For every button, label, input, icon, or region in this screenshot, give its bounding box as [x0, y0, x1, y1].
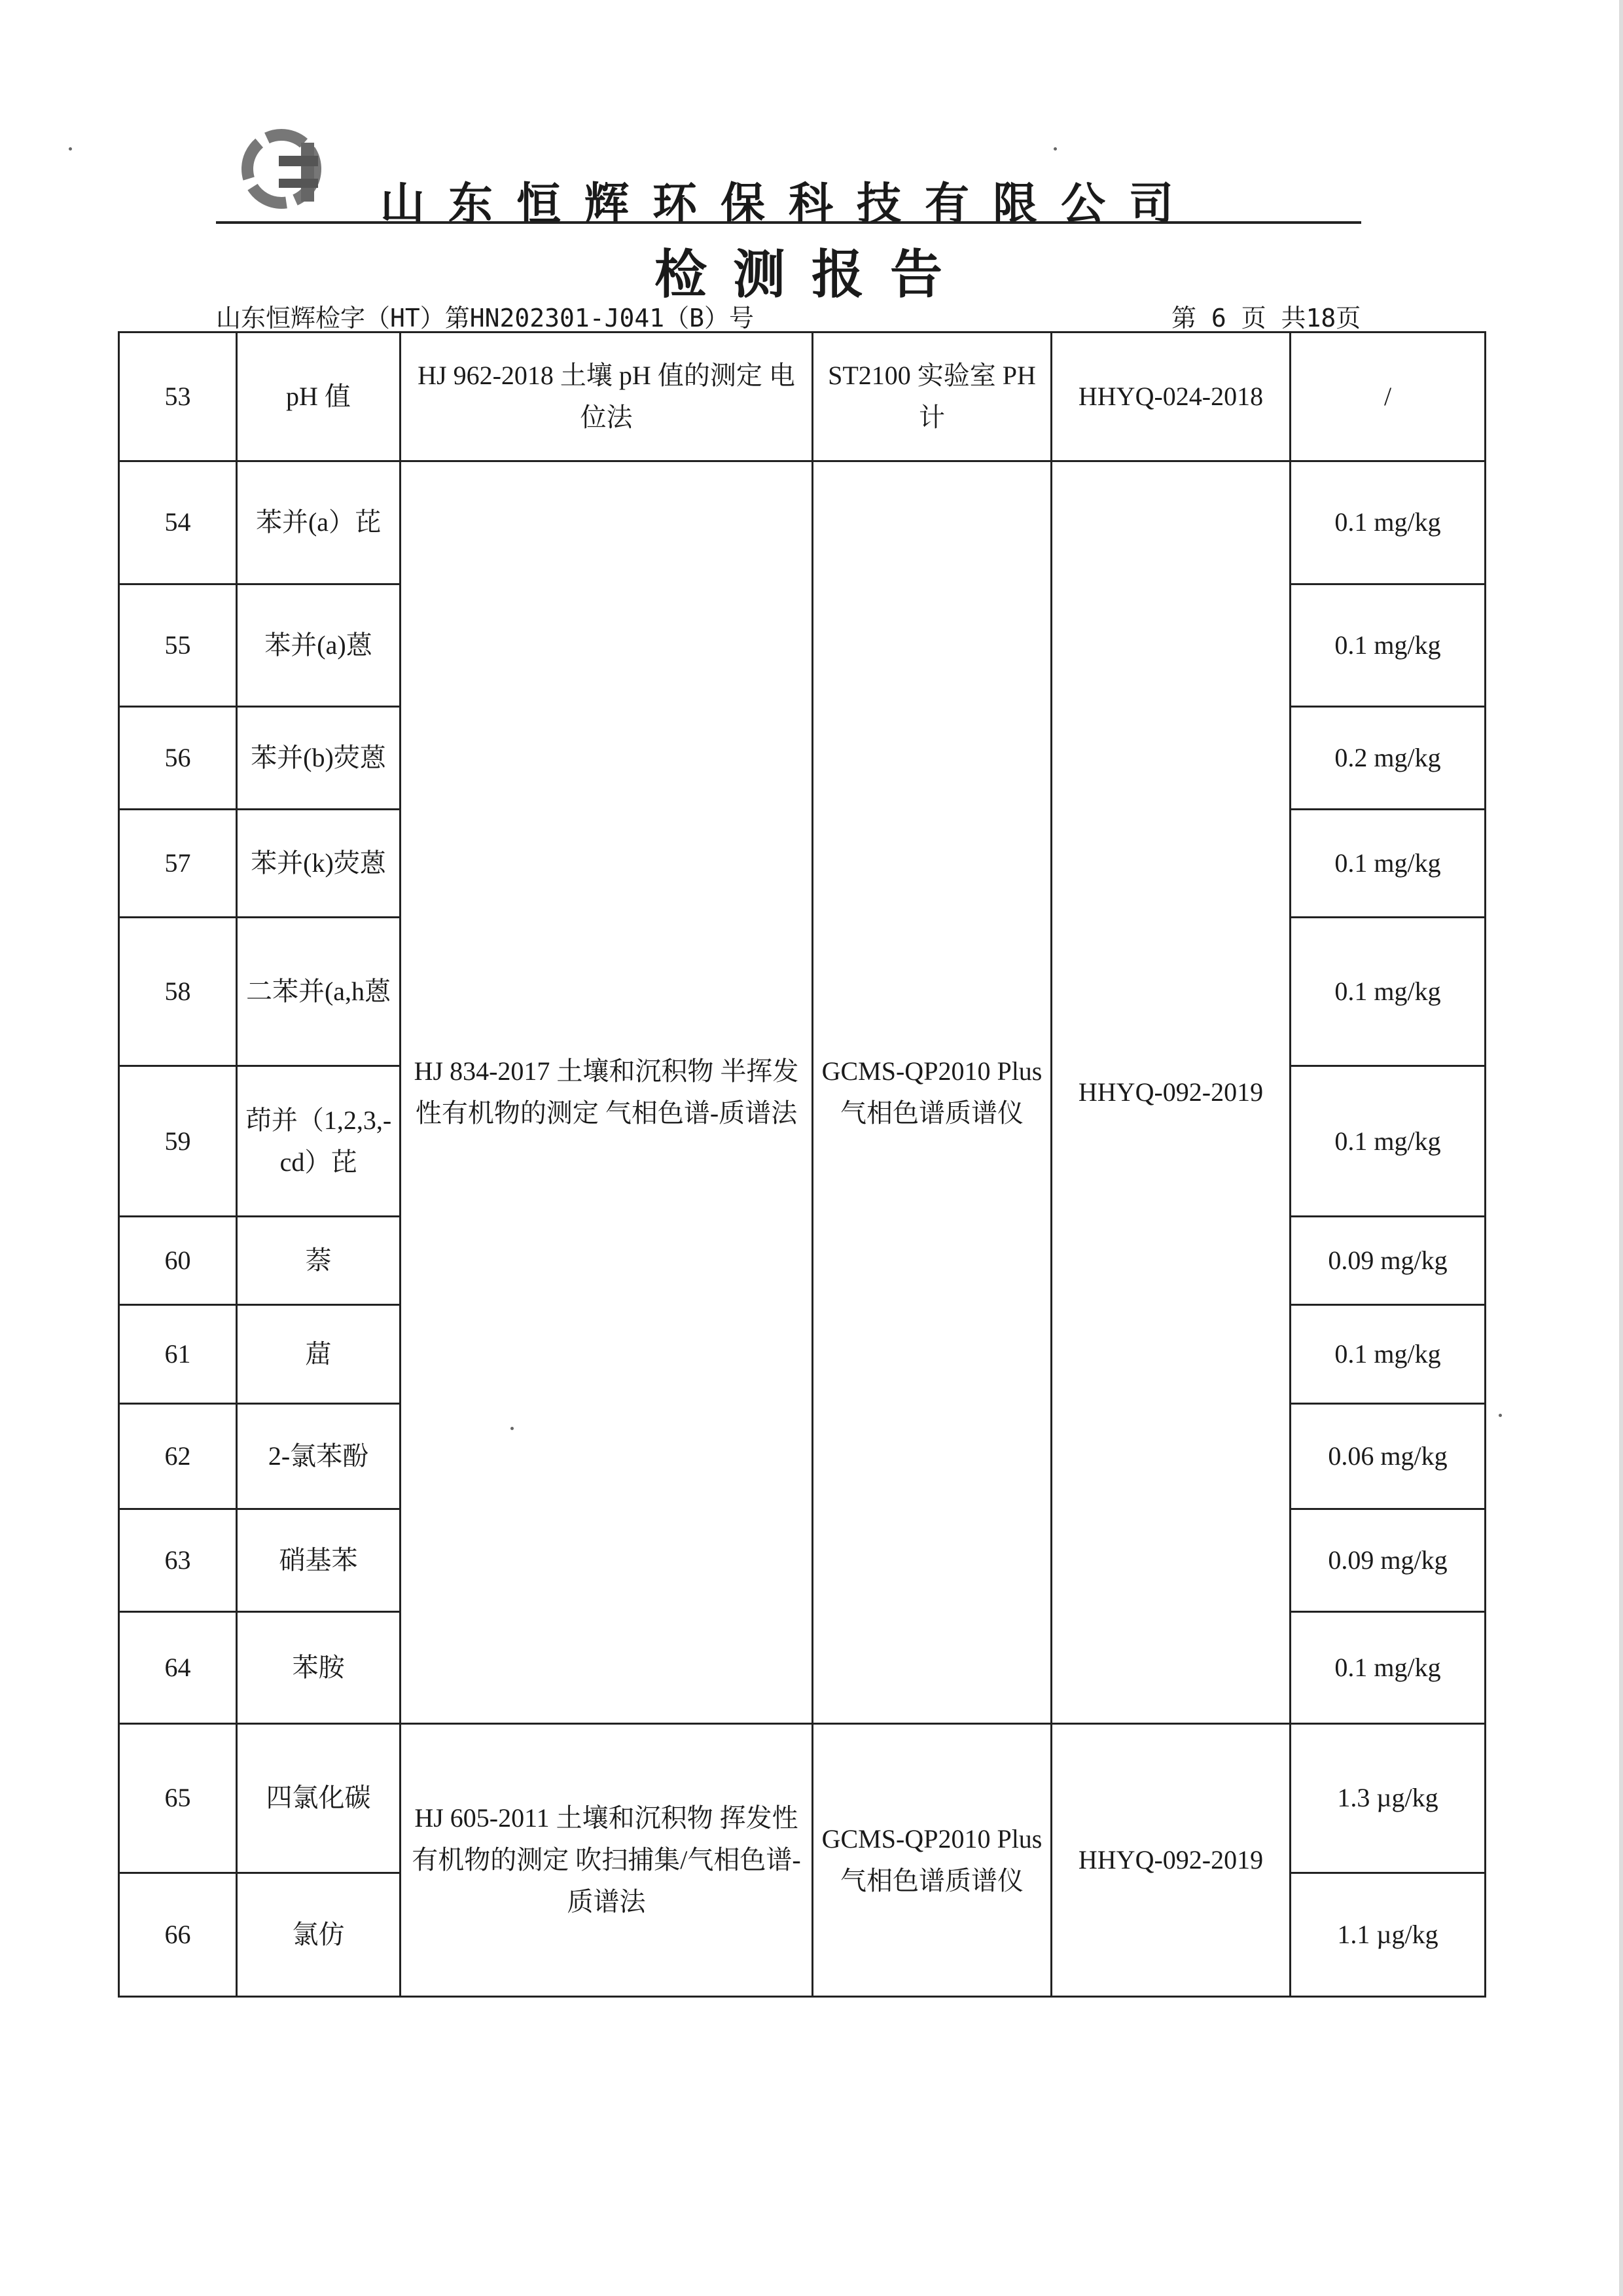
row-number: 66: [119, 1873, 237, 1996]
instrument: GCMS-QP2010 Plus 气相色谱质谱仪: [813, 1724, 1052, 1997]
instrument-id: HHYQ-092-2019: [1052, 461, 1291, 1724]
test-item: 苯并(k)荧蒽: [237, 809, 401, 917]
test-item: 二苯并(a,h蒽: [237, 917, 401, 1066]
test-item: 氯仿: [237, 1873, 401, 1996]
test-item: 苯并(a)蒽: [237, 584, 401, 706]
detection-limit: 0.1 mg/kg: [1291, 461, 1486, 584]
row-number: 64: [119, 1612, 237, 1724]
scan-speck: [1054, 147, 1057, 151]
detection-limit: 0.09 mg/kg: [1291, 1217, 1486, 1305]
test-item: 硝基苯: [237, 1509, 401, 1611]
test-item: 萘: [237, 1217, 401, 1305]
test-item: 四氯化碳: [237, 1724, 401, 1873]
page-number: 第 6 页 共18页: [1171, 304, 1361, 332]
scan-edge: [1619, 0, 1623, 2296]
detection-limit: 0.1 mg/kg: [1291, 584, 1486, 706]
detection-limit: 0.1 mg/kg: [1291, 809, 1486, 917]
row-number: 58: [119, 917, 237, 1066]
test-item: 苯并(b)荧蒽: [237, 706, 401, 809]
row-number: 53: [119, 332, 237, 461]
header-rule: [216, 221, 1361, 224]
detection-limit: 0.09 mg/kg: [1291, 1509, 1486, 1611]
row-number: 61: [119, 1304, 237, 1403]
table-row: [119, 332, 1486, 461]
row-number: 54: [119, 461, 237, 584]
test-item: 䓛: [237, 1304, 401, 1403]
test-item: 苯胺: [237, 1612, 401, 1724]
test-item: 苯并(a）芘: [237, 461, 401, 584]
detection-limit: 1.1 µg/kg: [1291, 1873, 1486, 1996]
detection-limit: 0.2 mg/kg: [1291, 706, 1486, 809]
row-number: 65: [119, 1724, 237, 1873]
test-method: HJ 834-2017 土壤和沉积物 半挥发性有机物的测定 气相色谱-质谱法: [401, 461, 813, 1724]
table-row: [119, 461, 1486, 584]
detection-limit: 1.3 µg/kg: [1291, 1724, 1486, 1873]
instrument-id: HHYQ-024-2018: [1052, 332, 1291, 461]
report-title: 检测报告: [654, 244, 969, 305]
scan-speck: [510, 1427, 514, 1430]
row-number: 55: [119, 584, 237, 706]
table-row: [119, 1724, 1486, 1873]
test-method: HJ 605-2011 土壤和沉积物 挥发性有机物的测定 吹扫捕集/气相色谱-质谱法: [401, 1724, 813, 1997]
test-item: 2-氯苯酚: [237, 1403, 401, 1509]
detection-limit: 0.1 mg/kg: [1291, 1066, 1486, 1217]
detection-limit: 0.06 mg/kg: [1291, 1403, 1486, 1509]
row-number: 56: [119, 706, 237, 809]
instrument-id: HHYQ-092-2019: [1052, 1724, 1291, 1997]
row-number: 63: [119, 1509, 237, 1611]
row-number: 57: [119, 809, 237, 917]
company-name: 山东恒辉环保科技有限公司: [380, 179, 1197, 230]
test-item: pH 值: [237, 332, 401, 461]
row-number: 62: [119, 1403, 237, 1509]
report-number: 山东恒辉检字（HT）第HN202301-J041（B）号: [216, 304, 755, 332]
test-method: HJ 962-2018 土壤 pH 值的测定 电位法: [401, 332, 813, 461]
detection-limit: 0.1 mg/kg: [1291, 1304, 1486, 1403]
row-number: 59: [119, 1066, 237, 1217]
scan-speck: [1499, 1414, 1502, 1417]
scan-speck: [69, 147, 72, 151]
instrument: ST2100 实验室 PH 计: [813, 332, 1052, 461]
detection-limit: 0.1 mg/kg: [1291, 1612, 1486, 1724]
detection-limit: /: [1291, 332, 1486, 461]
test-method-table: [118, 331, 1486, 1998]
row-number: 60: [119, 1217, 237, 1305]
test-item: 茚并（1,2,3,-cd）芘: [237, 1066, 401, 1217]
detection-limit: 0.1 mg/kg: [1291, 917, 1486, 1066]
instrument: GCMS-QP2010 Plus 气相色谱质谱仪: [813, 461, 1052, 1724]
